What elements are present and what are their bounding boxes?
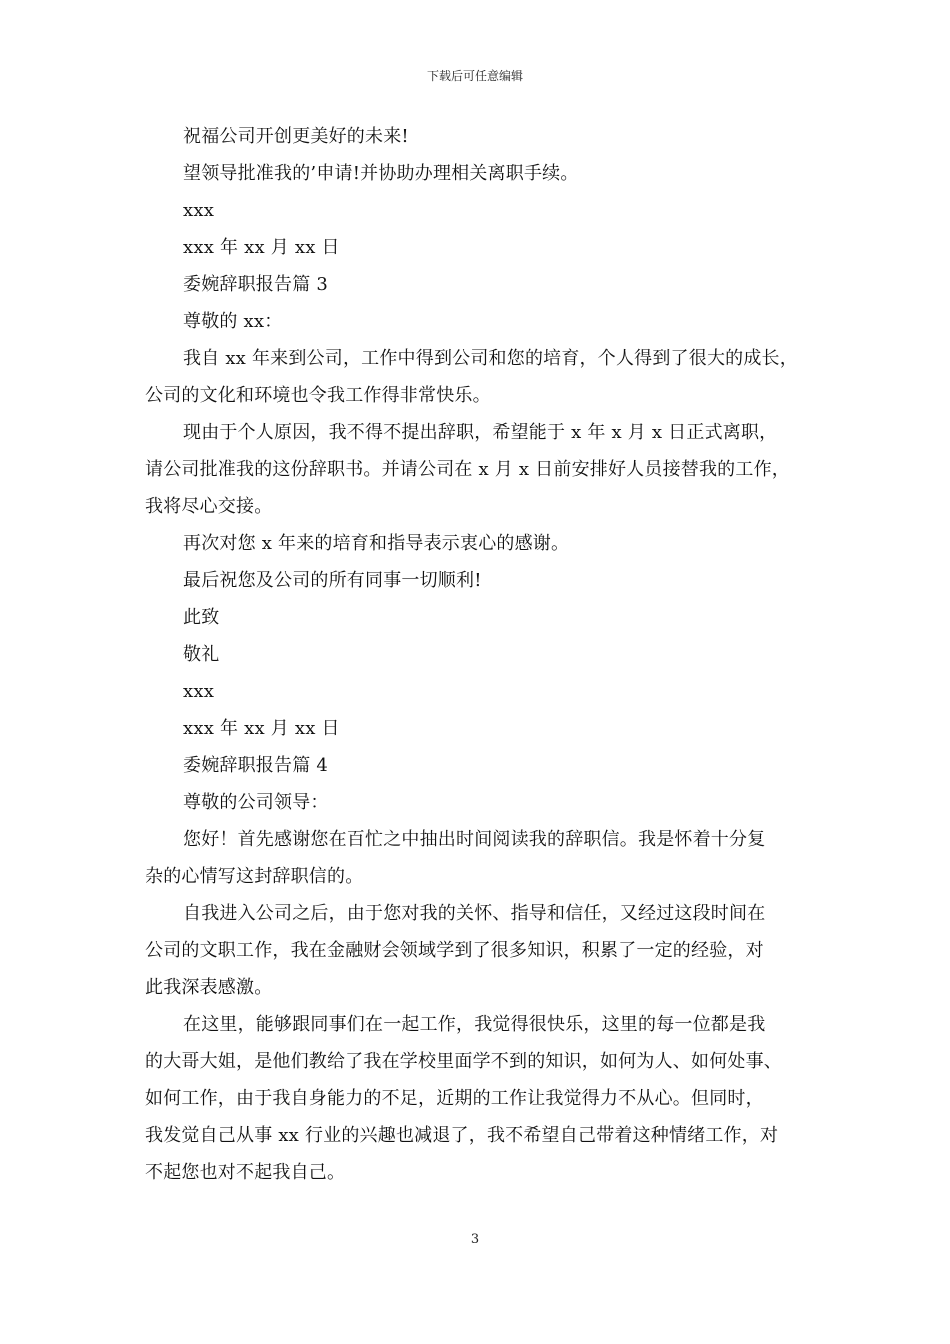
page-header: 下载后可任意编辑 bbox=[426, 69, 523, 83]
closing: 此致 bbox=[183, 607, 220, 628]
section-title: 委婉辞职报告篇 3 bbox=[183, 274, 328, 295]
closing: 敬礼 bbox=[183, 644, 220, 665]
paragraph-line: 我发觉自己从事 xx 行业的兴趣也减退了，我不希望自己带着这种情绪工作，对 bbox=[145, 1125, 779, 1146]
paragraph-line: 在这里，能够跟同事们在一起工作，我觉得很快乐，这里的每一位都是我 bbox=[183, 1014, 766, 1035]
paragraph-line: 我自 xx 年来到公司，工作中得到公司和您的培育，个人得到了很大的成长， bbox=[183, 348, 798, 369]
signature-date: xxx 年 xx 月 xx 日 bbox=[183, 237, 340, 258]
paragraph-line: 现由于个人原因，我不得不提出辞职，希望能于 x 年 x 月 x 日正式离职， bbox=[183, 422, 778, 443]
paragraph-line: 我将尽心交接。 bbox=[145, 496, 273, 517]
paragraph-line: 如何工作，由于我自身能力的不足，近期的工作让我觉得力不从心。但同时， bbox=[145, 1088, 764, 1109]
text-line: 再次对您 x 年来的培育和指导表示衷心的感谢。 bbox=[183, 533, 570, 554]
text-line: 望领导批准我的’申请!并协助办理相关离职手续。 bbox=[183, 163, 579, 184]
paragraph-line: 此我深表感激。 bbox=[145, 977, 273, 998]
paragraph-line: 公司的文化和环境也令我工作得非常快乐。 bbox=[145, 385, 491, 406]
page-number: 3 bbox=[470, 1232, 480, 1247]
paragraph-line: 自我进入公司之后，由于您对我的关怀、指导和信任，又经过这段时间在 bbox=[183, 903, 766, 924]
section-title: 委婉辞职报告篇 4 bbox=[183, 755, 328, 776]
salutation: 尊敬的公司领导： bbox=[183, 792, 329, 813]
paragraph-line: 的大哥大姐，是他们教给了我在学校里面学不到的知识，如何为人、如何处事、 bbox=[145, 1051, 782, 1072]
text-line: 最后祝您及公司的所有同事一切顺利! bbox=[183, 570, 482, 591]
document-body bbox=[145, 118, 825, 1191]
signature-name: xxx bbox=[183, 681, 215, 702]
signature-name: xxx bbox=[183, 200, 215, 221]
salutation: 尊敬的 xx： bbox=[183, 311, 283, 332]
paragraph-line: 您好！首先感谢您在百忙之中抽出时间阅读我的辞职信。我是怀着十分复 bbox=[183, 829, 766, 850]
paragraph-line: 公司的文职工作，我在金融财会领域学到了很多知识，积累了一定的经验，对 bbox=[145, 940, 764, 961]
paragraph-line: 请公司批准我的这份辞职书。并请公司在 x 月 x 日前安排好人员接替我的工作， bbox=[145, 459, 790, 480]
signature-date: xxx 年 xx 月 xx 日 bbox=[183, 718, 340, 739]
text-line: 祝福公司开创更美好的未来! bbox=[183, 126, 409, 147]
paragraph-line: 不起您也对不起我自己。 bbox=[145, 1162, 346, 1183]
paragraph-line: 杂的心情写这封辞职信的。 bbox=[145, 866, 364, 887]
